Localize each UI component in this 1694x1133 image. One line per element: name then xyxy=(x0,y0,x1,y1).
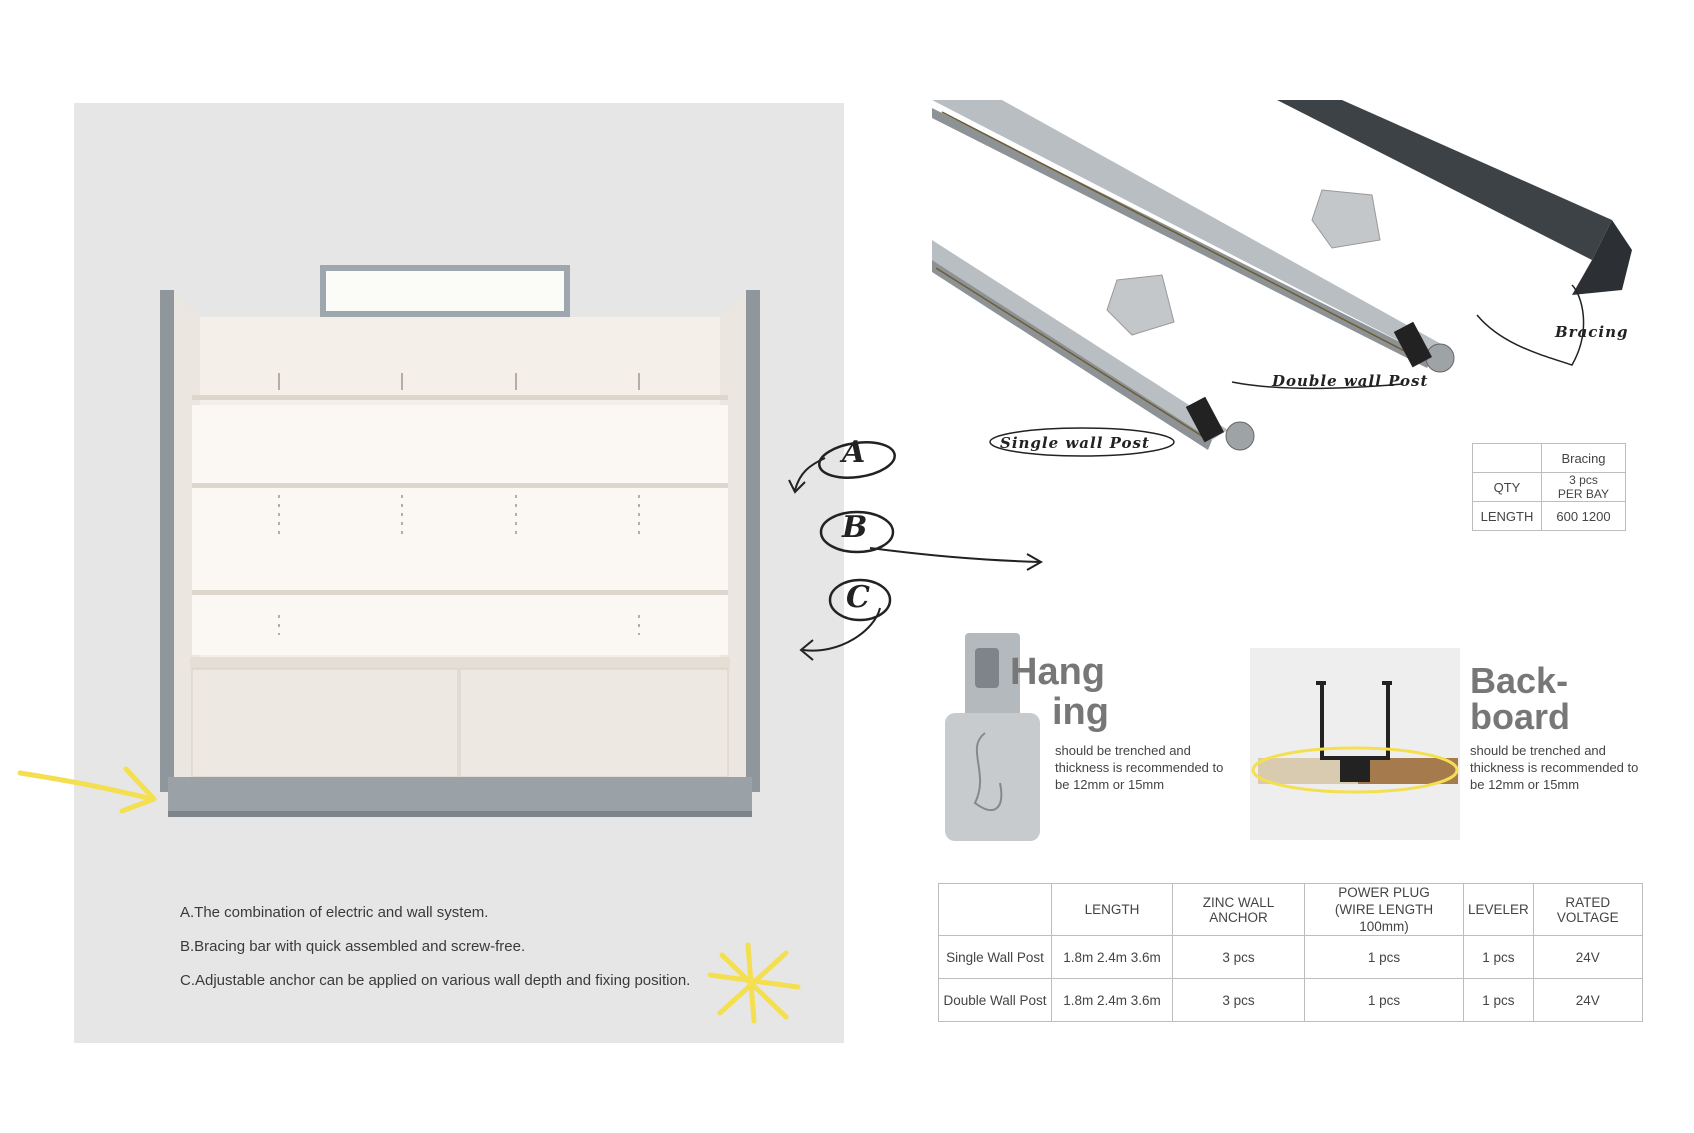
table-cell xyxy=(1542,473,1626,502)
table-cell: 24V xyxy=(1533,936,1642,979)
table-cell: 1 pcs xyxy=(1464,936,1534,979)
table-cell: 1.8m 2.4m 3.6m xyxy=(1052,979,1173,1022)
table-cell: QTY xyxy=(1473,473,1542,502)
drawer-right xyxy=(460,669,728,777)
table-header-cell xyxy=(1305,884,1464,936)
left-frame xyxy=(160,290,174,792)
table-row xyxy=(939,979,1643,1022)
table-header-cell: LENGTH xyxy=(1052,884,1173,936)
table-row xyxy=(1473,444,1626,473)
single-wall-post-label: Single wall Post xyxy=(1000,434,1150,452)
hanging-title-line2: ing xyxy=(1052,691,1109,733)
table-header-cell: RATED VOLTAGE xyxy=(1533,884,1642,936)
table-cell: 1 pcs xyxy=(1464,979,1534,1022)
single-post-anchor xyxy=(1107,275,1174,335)
table-cell: LENGTH xyxy=(1473,502,1542,531)
table-row xyxy=(1473,502,1626,531)
table-cell: 1.8m 2.4m 3.6m xyxy=(1052,936,1173,979)
feature-notes xyxy=(180,903,740,1005)
marker-c: C xyxy=(846,580,870,615)
table-cell: 1 pcs xyxy=(1305,936,1464,979)
qty-value-line2: PER BAY xyxy=(1557,487,1610,501)
double-post-anchor xyxy=(1312,190,1380,248)
single-post-rail xyxy=(932,240,1228,440)
table-cell: 600 1200 xyxy=(1542,502,1626,531)
base-top xyxy=(190,657,730,669)
table-row xyxy=(939,936,1643,979)
shelf-2 xyxy=(192,483,728,488)
table-cell xyxy=(1473,444,1542,473)
hanging-description: should be trenched and thickness is recommended to be 12mm or 15mm xyxy=(1055,743,1224,792)
table-header-cell: ZINC WALL ANCHOR xyxy=(1173,884,1305,936)
marker-a: A xyxy=(842,435,866,470)
backboard-title-line1: Back- xyxy=(1470,660,1569,701)
plinth-shadow xyxy=(168,811,752,817)
shelf-unit-illustration xyxy=(150,255,770,835)
note-c: C.Adjustable anchor can be applied on various wall depth and fixing position. xyxy=(180,972,691,989)
light-box-panel xyxy=(326,271,564,311)
table-cell: 24V xyxy=(1533,979,1642,1022)
yellow-arrow-icon xyxy=(14,755,164,815)
right-frame xyxy=(746,290,760,792)
backboard-description: should be trenched and thickness is recommended to be 12mm or 15mm xyxy=(1470,743,1639,792)
note-a: A.The combination of electric and wall system. xyxy=(180,904,489,921)
shelf-3 xyxy=(192,590,728,595)
table-row xyxy=(1473,473,1626,502)
wall-post-rails-illustration xyxy=(932,100,1652,480)
backboard-title-line2: board xyxy=(1470,696,1571,737)
note-b: B.Bracing bar with quick assembled and screw-free. xyxy=(180,938,526,955)
table-cell: 3 pcs xyxy=(1173,979,1305,1022)
power-plug-subheader: (WIRE LENGTH 100mm) xyxy=(1334,902,1434,934)
wall-post-spec-table xyxy=(938,883,1643,1022)
lit-area xyxy=(192,405,728,655)
hanging-title-line1: Hang xyxy=(1010,651,1105,693)
marker-b: B xyxy=(842,510,868,545)
double-wall-post-label: Double wall Post xyxy=(1272,372,1429,390)
bracing-label: Bracing xyxy=(1555,323,1629,341)
single-post-leveler xyxy=(1226,422,1254,450)
backboard-illustration xyxy=(1250,648,1460,840)
table-cell: Bracing xyxy=(1542,444,1626,473)
table-header-cell: LEVELER xyxy=(1464,884,1534,936)
table-cell: Single Wall Post xyxy=(939,936,1052,979)
table-cell: Double Wall Post xyxy=(939,979,1052,1022)
yellow-star-icon xyxy=(700,935,810,1030)
double-post-leveler xyxy=(1426,344,1454,372)
qty-value-line1: 3 pcs xyxy=(1569,473,1598,487)
table-cell: 3 pcs xyxy=(1173,936,1305,979)
drawer-left xyxy=(192,669,458,777)
table-cell: 1 pcs xyxy=(1305,979,1464,1022)
shelf-1 xyxy=(192,395,728,400)
power-plug-header: POWER PLUG xyxy=(1338,885,1430,900)
table-header-cell xyxy=(939,884,1052,936)
hanging-plate xyxy=(945,713,1040,841)
table-header-row xyxy=(939,884,1643,936)
bracing-spec-table xyxy=(1472,443,1626,531)
